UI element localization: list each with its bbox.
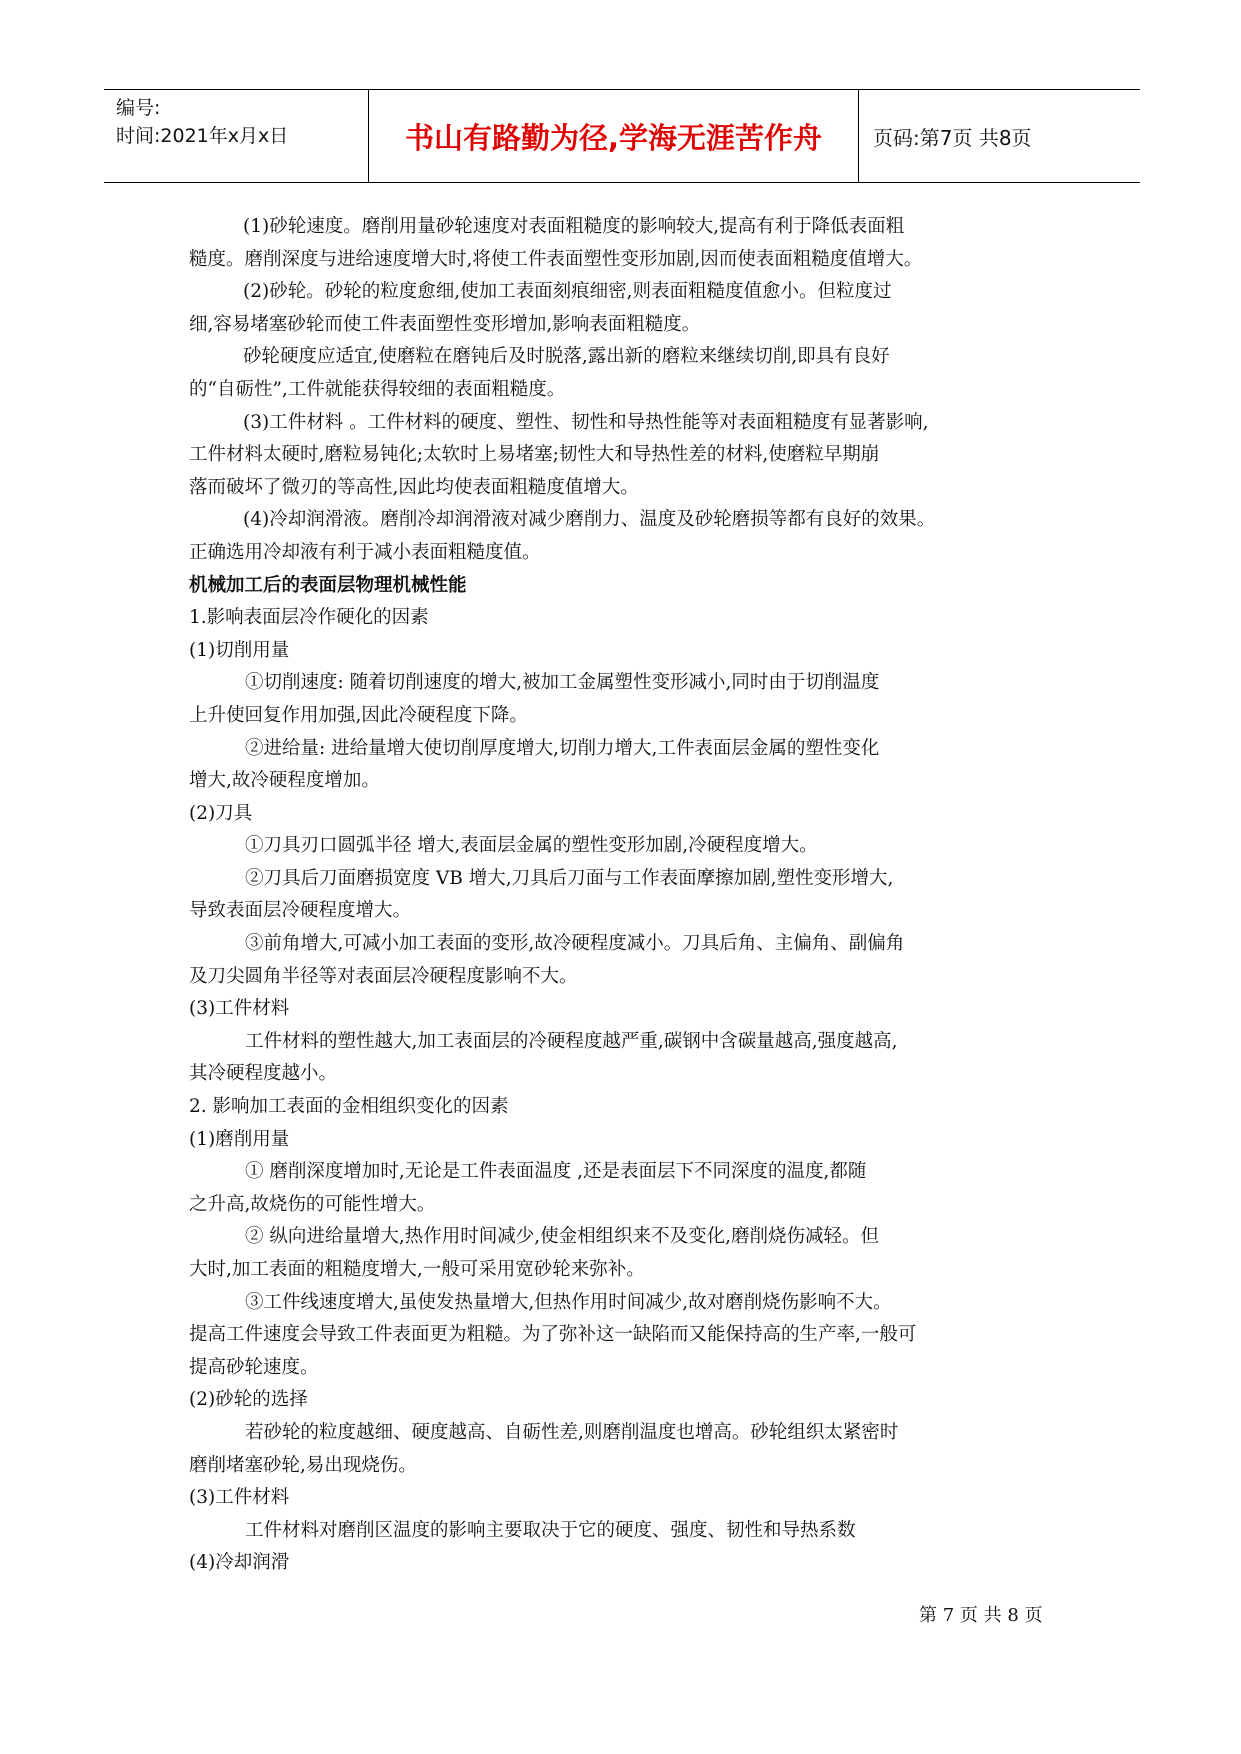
- text-line: (3)工件材料 。工件材料的硬度、塑性、韧性和导热性能等对表面粗糙度有显著影响,: [243, 411, 929, 433]
- text-line: 提高砂轮速度。: [189, 1356, 319, 1378]
- text-line: 工件材料太硬时,磨粒易钝化;太软时上易堵塞;韧性大和导热性差的材料,使磨粒早期崩: [189, 444, 880, 466]
- text-line: ① 磨削深度增加时,无论是工件表面温度 ,还是表面层下不同深度的温度,都随: [245, 1161, 867, 1183]
- text-line: 磨削堵塞砂轮,易出现烧伤。: [189, 1454, 417, 1476]
- text-line: ①刀具刃口圆弧半径 增大,表面层金属的塑性变形加剧,冷硬程度增大。: [245, 835, 818, 857]
- text-line: (4)冷却润滑液。磨削冷却润滑液对减少磨削力、温度及砂轮磨损等都有良好的效果。: [243, 509, 936, 531]
- document-header: [104, 89, 1140, 183]
- text-line: ②进给量: 进给量增大使切削厚度增大,切削力增大,工件表面层金属的塑性变化: [245, 737, 880, 759]
- text-line: 落而破坏了微刃的等高性,因此均使表面粗糙度值增大。: [189, 476, 639, 498]
- text-line: 若砂轮的粒度越细、硬度越高、自砺性差,则磨削温度也增高。砂轮组织太紧密时: [245, 1421, 899, 1443]
- motto-banner: 书山有路勤为径,学海无涯苦作舟: [369, 90, 859, 182]
- text-line: 导致表面层冷硬程度增大。: [189, 900, 412, 922]
- text-line: 提高工件速度会导致工件表面更为粗糙。为了弥补这一缺陷而又能保持高的生产率,一般可: [189, 1324, 917, 1346]
- text-line: 之升高,故烧伤的可能性增大。: [189, 1193, 436, 1215]
- item-heading: (3)工件材料: [189, 1487, 290, 1509]
- header-meta: [104, 90, 369, 182]
- item-heading: (2)砂轮的选择: [189, 1389, 308, 1411]
- text-line: 糙度。磨削深度与进给速度增大时,将使工件表面塑性变形加剧,因而使表面粗糙度值增大。: [189, 248, 923, 270]
- item-heading: (4)冷却润滑: [189, 1552, 290, 1574]
- item-heading: (2)刀具: [189, 802, 253, 824]
- item-heading: (3)工件材料: [189, 998, 290, 1020]
- page-footer: 第 7 页 共 8 页: [919, 1605, 1043, 1626]
- item-heading: (1)切削用量: [189, 639, 290, 661]
- text-line: 其冷硬程度越小。: [189, 1063, 338, 1085]
- text-line: 细,容易堵塞砂轮而使工件表面塑性变形增加,影响表面粗糙度。: [189, 313, 701, 335]
- text-line: 及刀尖圆角半径等对表面层冷硬程度影响不大。: [189, 965, 578, 987]
- text-line: ③工件线速度增大,虽使发热量增大,但热作用时间减少,故对磨削烧伤影响不大。: [245, 1291, 892, 1313]
- text-line: 砂轮硬度应适宜,使磨粒在磨钝后及时脱落,露出新的磨粒来继续切削,即具有良好: [243, 346, 890, 368]
- page-indicator: 页码:第7页 共8页: [873, 125, 1032, 150]
- text-line: 大时,加工表面的粗糙度增大,一般可采用宽砂轮来弥补。: [189, 1259, 645, 1280]
- document-body: [189, 211, 1061, 1580]
- text-line: ③前角增大,可减小加工表面的变形,故冷硬程度减小。刀具后角、主偏角、副偏角: [245, 933, 905, 955]
- subsection-heading: 2. 影响加工表面的金相组织变化的因素: [189, 1096, 509, 1118]
- text-line: 工件材料对磨削区温度的影响主要取决于它的硬度、强度、韧性和导热系数: [245, 1519, 856, 1541]
- time-label: 时间:2021年x月x日: [116, 125, 289, 147]
- text-line: 工件材料的塑性越大,加工表面层的冷硬程度越严重,碳钢中含碳量越高,强度越高,: [245, 1030, 898, 1052]
- text-line: ①切削速度: 随着切削速度的增大,被加工金属塑性变形减小,同时由于切削温度: [245, 672, 880, 694]
- text-line: 上升使回复作用加强,因此冷硬程度下降。: [189, 704, 528, 726]
- item-heading: (1)磨削用量: [189, 1128, 290, 1150]
- text-line: (2)砂轮。砂轮的粒度愈细,使加工表面刻痕细密,则表面粗糙度值愈小。但粒度过: [243, 281, 892, 303]
- text-line: 正确选用冷却液有利于减小表面粗糙度值。: [189, 541, 541, 563]
- text-line: ②刀具后刀面磨损宽度 VB 增大,刀具后刀面与工作表面摩擦加剧,塑性变形增大,: [245, 867, 894, 889]
- text-line: 的“自砺性”,工件就能获得较细的表面粗糙度。: [189, 378, 566, 400]
- subsection-heading: 1.影响表面层冷作硬化的因素: [189, 607, 429, 629]
- text-line: (1)砂轮速度。磨削用量砂轮速度对表面粗糙度的影响较大,提高有利于降低表面粗: [243, 216, 905, 237]
- section-heading: 机械加工后的表面层物理机械性能: [189, 574, 467, 596]
- text-line: 增大,故冷硬程度增加。: [189, 770, 380, 792]
- number-label: 编号:: [116, 97, 161, 119]
- text-line: ② 纵向进给量增大,热作用时间减少,使金相组织来不及变化,磨削烧伤减轻。但: [245, 1226, 880, 1248]
